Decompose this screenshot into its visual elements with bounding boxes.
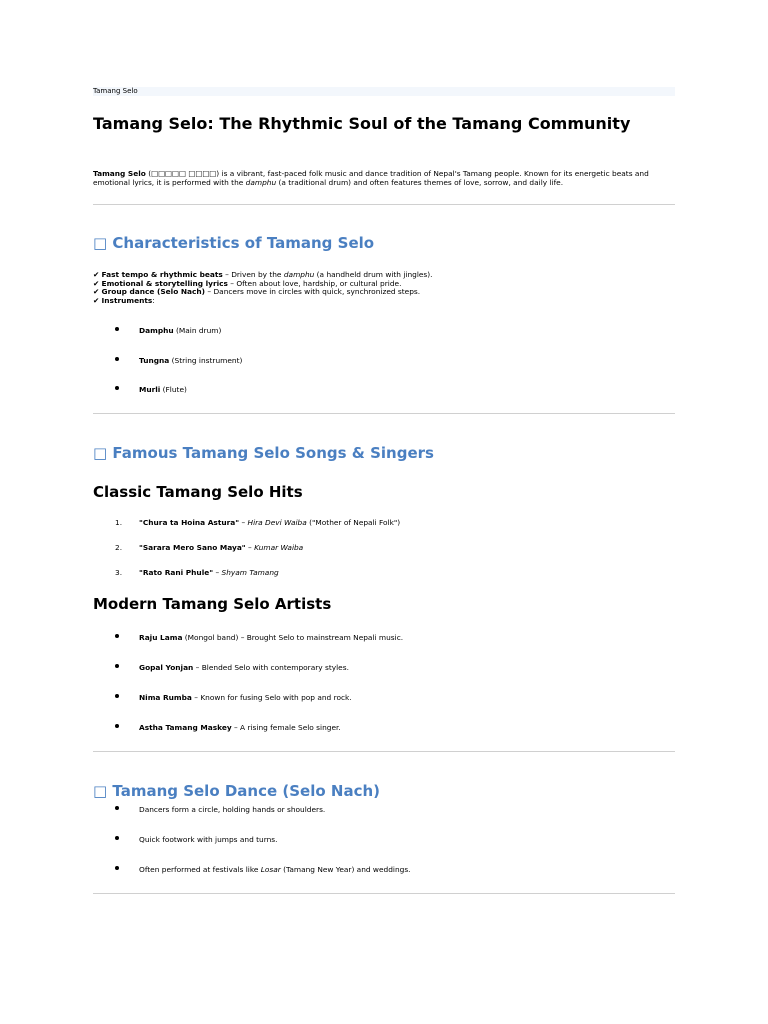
list-number: 3.	[115, 568, 123, 577]
list-item	[139, 723, 341, 732]
instrument-desc: (Flute)	[160, 385, 187, 394]
characteristic-label: Instruments	[101, 296, 153, 306]
artist-desc: – Blended Selo with contemporary styles.	[193, 663, 349, 672]
bullet-icon	[115, 634, 119, 638]
section-heading-dance: □ Tamang Selo Dance (Selo Nach)	[93, 782, 380, 800]
characteristic-label: Emotional & storytelling lyrics	[101, 278, 228, 288]
characteristic-sep: –	[227, 278, 237, 288]
artist-name: Astha Tamang Maskey	[139, 723, 232, 732]
bullet-icon	[115, 724, 119, 728]
characteristic-label: Group dance (Selo Nach)	[101, 287, 206, 297]
list-item	[139, 633, 403, 642]
song-title: "Chura ta Hoina Astura"	[139, 518, 240, 527]
intro-native-name: (□□□□□ □□□□)	[148, 169, 220, 178]
instrument-desc: (String instrument)	[169, 356, 243, 365]
song-sep: –	[213, 568, 222, 577]
dance-text-end: (Tamang New Year) and weddings.	[280, 865, 411, 874]
document-tab[interactable]	[93, 87, 675, 96]
instrument-name: Damphu	[139, 326, 174, 335]
characteristic-text: Often about love, hardship, or cultural pride.	[236, 278, 402, 288]
artist-name: Nima Rumba	[139, 693, 192, 702]
list-number: 1.	[115, 518, 123, 527]
subheading-classic: Classic Tamang Selo Hits	[93, 483, 303, 501]
artist-desc: – Known for fusing Selo with pop and rock.	[191, 693, 352, 702]
list-item	[139, 865, 411, 874]
characteristic-sep: –	[222, 270, 232, 279]
artist-name: Raju Lama	[139, 633, 183, 642]
intro-drum: damphu	[245, 178, 277, 187]
characteristic-item	[93, 288, 675, 297]
list-number: 2.	[115, 543, 123, 552]
song-note: ("Mother of Nepali Folk")	[306, 518, 401, 527]
song-title: "Rato Rani Phule"	[139, 568, 214, 577]
characteristic-sep: :	[152, 296, 155, 306]
instrument-name: Tungna	[139, 356, 170, 365]
divider	[93, 413, 675, 414]
list-item	[139, 385, 187, 394]
divider	[93, 204, 675, 205]
intro-paragraph	[93, 169, 675, 187]
song-artist: Hira Devi Waiba	[247, 518, 307, 527]
dance-text: Quick footwork with jumps and turns.	[139, 835, 278, 844]
list-item	[139, 356, 242, 365]
check-icon: ✔	[93, 296, 102, 306]
list-item	[139, 835, 278, 844]
section-heading-characteristics: □ Characteristics of Tamang Selo	[93, 234, 375, 252]
list-item	[139, 693, 352, 702]
artist-desc: – A rising female Selo singer.	[231, 723, 341, 732]
divider	[93, 751, 675, 752]
dance-emphasis: Losar	[260, 865, 281, 874]
dance-text: Often performed at festivals like	[139, 865, 261, 874]
instrument-name: Murli	[139, 385, 161, 394]
check-icon: ✔	[93, 278, 102, 288]
bullet-icon	[115, 386, 119, 390]
artist-name: Gopal Yonjan	[139, 663, 194, 672]
list-item	[139, 663, 349, 672]
page-title: Tamang Selo: The Rhythmic Soul of the Tamang Community	[93, 114, 631, 133]
intro-term: Tamang Selo	[93, 169, 146, 178]
characteristic-sep: –	[205, 287, 214, 297]
characteristic-text: Dancers move in circles with quick, synchronized steps.	[213, 287, 421, 297]
song-title: "Sarara Mero Sano Maya"	[139, 543, 246, 552]
bullet-icon	[115, 806, 119, 810]
characteristic-text-end: (a handheld drum with jingles).	[314, 270, 433, 279]
document-tab-label: Tamang Selo	[93, 87, 138, 95]
bullet-icon	[115, 866, 119, 870]
bullet-icon	[115, 327, 119, 331]
intro-text-2: (a traditional drum) and often features themes of love, sorrow, and daily life.	[276, 178, 564, 187]
list-item	[139, 326, 221, 335]
check-icon: ✔	[93, 287, 102, 297]
list-item	[139, 805, 325, 814]
characteristic-item	[93, 297, 675, 306]
list-item	[115, 568, 279, 577]
song-artist: Kumar Waiba	[254, 543, 304, 552]
song-artist: Shyam Tamang	[221, 568, 279, 577]
check-icon: ✔	[93, 270, 102, 279]
list-item	[115, 543, 304, 552]
subheading-modern: Modern Tamang Selo Artists	[93, 595, 332, 613]
song-sep: –	[239, 518, 248, 527]
section-heading-famous: □ Famous Tamang Selo Songs & Singers	[93, 444, 434, 462]
bullet-icon	[115, 694, 119, 698]
instrument-desc: (Main drum)	[173, 326, 222, 335]
divider	[93, 893, 675, 894]
bullet-icon	[115, 357, 119, 361]
song-sep: –	[245, 543, 255, 552]
characteristics-list	[93, 271, 675, 306]
bullet-icon	[115, 836, 119, 840]
dance-text: Dancers form a circle, holding hands or shoulders.	[139, 805, 326, 814]
characteristic-text: Driven by the	[231, 270, 284, 279]
list-item	[115, 518, 401, 527]
intro-text-1: is a vibrant, fast-paced folk music and dance tradition of Nepal's Tamang people. Known for its energetic beats and emotional lyrics, it is performed with the	[93, 169, 649, 187]
artist-desc: (Mongol band) – Brought Selo to mainstream Nepali music.	[182, 633, 404, 642]
bullet-icon	[115, 664, 119, 668]
characteristic-label: Fast tempo & rhythmic beats	[101, 270, 223, 279]
characteristic-emphasis: damphu	[283, 270, 315, 279]
